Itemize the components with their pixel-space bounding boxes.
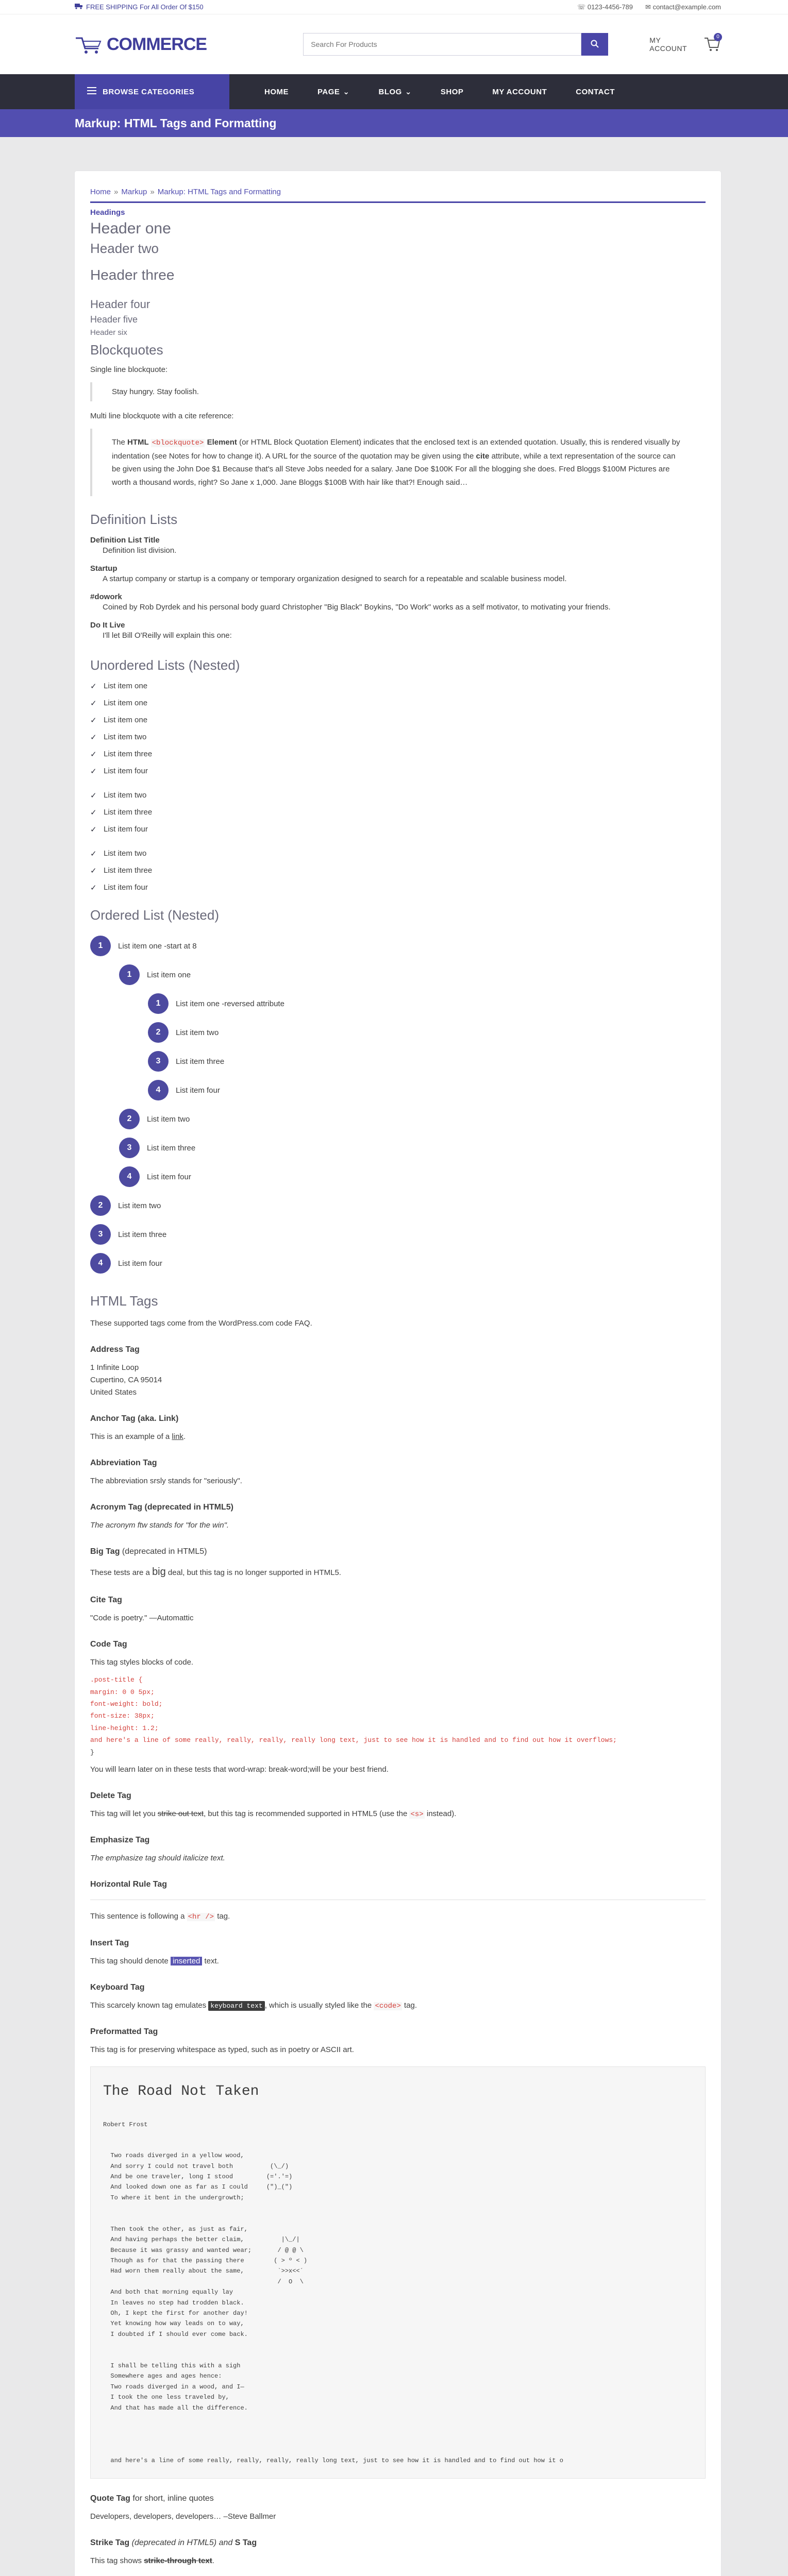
anchor-paragraph: This is an example of a link. xyxy=(90,1432,186,1442)
list-item-label: List item three xyxy=(176,1057,225,1066)
ordered-list-item xyxy=(90,1162,706,1191)
main-nav xyxy=(0,74,788,109)
poem-body: Two roads diverged in a yellow wood, And sorry I could not travel both (\_/) And be one traveler, long I stood (='.'=) And looked down one as far as I could (")_(") To where it bent in the undergrowth; Then took the other, as just as fair, And having perhaps the better claim, |\_/| Because it was grassy and wanted wear; / @ @ \ Though as for that the passing there ( > º < ) Had worn them really about the same, `>>x<<´ / O \ And both that morning equally lay In leaves no step had trodden black. Oh, I kept the first for another day! Yet knowing how way leads on to way, I doubted if I should ever come back. I shall be telling this with a sigh Somewhere ages and ages hence: Two roads diverged in a wood, and I— I took the one less traveled by, And that has made all the difference. and here's a line of some really, really, really, really long text, just to see how it is handled and to find out how it o xyxy=(110,2152,563,2464)
dl-desc: Definition list division. xyxy=(103,546,177,555)
strike-paragraph: This tag shows strike-through text. xyxy=(90,2556,214,2565)
ordered-list-item xyxy=(90,989,706,1018)
unordered-list xyxy=(90,849,706,892)
nav-blog-label: BLOG xyxy=(378,87,402,96)
phone-text: 0123-4456-789 xyxy=(587,3,633,11)
quote-heading: Quote Tag for short, inline quotes xyxy=(90,2494,214,2503)
email-contact[interactable] xyxy=(645,3,721,11)
breadcrumb-sep: » xyxy=(150,188,155,196)
blockquote-single xyxy=(90,382,706,401)
phone-contact[interactable] xyxy=(577,3,633,11)
divider xyxy=(90,201,706,203)
dl-desc: Coined by Rob Dyrdek and his personal body guard Christopher "Big Black" Boykins, "Do Work" works as a self motivator, to motivating your friends. xyxy=(103,603,611,612)
quote-paragraph: The HTML <blockquote> Element (or HTML Block Quotation Element) indicates that the enclosed text is an extended quotation. Usually, this is rendered visually by indentation (see Notes for how to change it). A URL for the source of the quotation may be given using the cite attribute, while a text representation of the source can be given using the John Doe $1 Because that's all Steve Jobs needed for a salary. Jane Doe $100K For all the blogging she does. Fred Bloggs $100M Pictures are worth a thousand words, right? So Jane x 1,000. Jane Bloggs $100B With hair like that?! Enough said… xyxy=(112,438,680,487)
ordered-list-item xyxy=(90,1220,706,1249)
email-text: contact@example.com xyxy=(652,3,721,11)
list-item: ✓ List item three xyxy=(90,808,706,817)
html-tags-section xyxy=(90,1317,706,2576)
dl-term: Do It Live xyxy=(90,621,125,630)
list-item-label: List item one -start at 8 xyxy=(118,941,197,951)
heading-two: Header two xyxy=(90,241,159,256)
dl-term: Definition List Title xyxy=(90,536,160,545)
delete-paragraph: This tag will let you strike out text, but this tag is recommended supported in HTML5 (use the <s> instead). xyxy=(90,1809,457,1819)
logo-icon xyxy=(75,34,102,55)
dl-term: Startup xyxy=(90,564,118,573)
list-number-badge: 2 xyxy=(90,1195,111,1216)
ordered-list-item xyxy=(90,931,706,960)
truck-icon xyxy=(75,3,83,11)
page-title: Markup: HTML Tags and Formatting xyxy=(75,116,277,130)
list-item-label: List item three xyxy=(147,1143,196,1153)
list-number-badge: 2 xyxy=(119,1109,140,1129)
heading-five: Header five xyxy=(90,314,138,325)
list-item-label: List item four xyxy=(118,1259,162,1268)
list-item-label: List item two xyxy=(147,1114,190,1124)
nav-page[interactable] xyxy=(303,87,364,96)
strike-heading: Strike Tag (deprecated in HTML5) and S Tag xyxy=(90,2538,257,2547)
ordered-list xyxy=(90,931,706,1278)
ordered-list-item xyxy=(90,1047,706,1076)
ordered-list-item xyxy=(90,1018,706,1047)
top-bar xyxy=(0,0,788,14)
search-icon xyxy=(591,40,599,49)
list-number-badge: 1 xyxy=(148,993,169,1014)
poem-title: The Road Not Taken xyxy=(103,2083,259,2100)
preformatted-block xyxy=(90,2066,706,2479)
content-card xyxy=(75,171,721,2576)
list-item: ✓ List item one xyxy=(90,682,706,690)
browse-categories-button[interactable] xyxy=(75,74,229,109)
nav-contact[interactable]: CONTACT xyxy=(576,87,615,96)
ordered-list-item xyxy=(90,1076,706,1105)
breadcrumb-sep: » xyxy=(114,188,119,196)
hr-heading: Horizontal Rule Tag xyxy=(90,1880,167,1889)
list-item: ✓ List item four xyxy=(90,825,706,834)
abbreviation-heading: Abbreviation Tag xyxy=(90,1459,157,1468)
list-item: ✓ List item four xyxy=(90,767,706,775)
ordered-list-item xyxy=(90,1133,706,1162)
ordered-list-item xyxy=(90,960,706,989)
code-block: .post-title { margin: 0 0 5px; font-weight: bold; font-size: 38px; line-height: 1.2; and here's a line of some really, really, really, really long text, just to see how it is handled and to find out how it overflows; } xyxy=(90,1676,617,1756)
list-item-label: List item four xyxy=(147,1172,191,1181)
list-item: ✓ List item two xyxy=(90,791,706,800)
site-logo[interactable] xyxy=(75,34,227,55)
preformatted-heading: Preformatted Tag xyxy=(90,2027,158,2037)
list-item: ✓ List item three xyxy=(90,750,706,758)
html-tags-intro: These supported tags come from the WordPress.com code FAQ. xyxy=(90,1319,312,1328)
ordered-list-item xyxy=(90,1249,706,1278)
list-number-badge: 4 xyxy=(119,1166,140,1187)
dl-desc: A startup company or startup is a company or temporary organization designed to search for a repeatable and scalable business model. xyxy=(103,574,567,584)
list-item-label: List item three xyxy=(118,1230,167,1239)
page-title-band xyxy=(0,109,788,137)
acronym-heading: Acronym Tag (deprecated in HTML5) xyxy=(90,1503,233,1512)
phone-icon: ☏ xyxy=(577,3,586,11)
code-heading: Code Tag xyxy=(90,1640,127,1649)
list-number-badge: 3 xyxy=(90,1224,111,1245)
example-link[interactable]: link xyxy=(172,1432,183,1442)
breadcrumb-markup[interactable]: Markup xyxy=(121,188,147,196)
search-input[interactable] xyxy=(303,33,581,56)
unordered-list xyxy=(90,791,706,834)
list-number-badge: 2 xyxy=(148,1022,169,1043)
definition-list xyxy=(90,536,706,642)
heading-six: Header six xyxy=(90,328,127,337)
blockquote-multi xyxy=(90,429,706,496)
code-intro: This tag styles blocks of code. xyxy=(90,1658,194,1667)
multi-line-label: Multi line blockquote with a cite reference: xyxy=(90,412,234,420)
nav-home[interactable]: HOME xyxy=(264,87,289,96)
dl-term: #dowork xyxy=(90,592,122,602)
list-item-label: List item two xyxy=(118,1201,161,1210)
heading-three: Header three xyxy=(90,267,175,283)
chevron-down-icon: ⌄ xyxy=(405,88,412,96)
hr-paragraph: This sentence is following a <hr /> tag. xyxy=(90,1912,230,1922)
nav-shop[interactable]: SHOP xyxy=(440,87,464,96)
anchor-heading: Anchor Tag (aka. Link) xyxy=(90,1414,179,1423)
breadcrumb xyxy=(90,181,706,200)
unordered-lists-heading: Unordered Lists (Nested) xyxy=(90,657,240,673)
nav-blog[interactable] xyxy=(364,87,426,96)
preformatted-intro: This tag is for preserving whitespace as typed, such as in poetry or ASCII art. xyxy=(90,2045,354,2055)
keyboard-heading: Keyboard Tag xyxy=(90,1982,145,1992)
emphasize-paragraph: The emphasize tag should italicize text. xyxy=(90,1854,225,1863)
single-line-label: Single line blockquote: xyxy=(90,365,168,374)
cart-button[interactable] xyxy=(702,34,721,55)
shipping-text: FREE SHIPPING For All Order Of $150 xyxy=(86,3,204,11)
abbreviation-paragraph: The abbreviation srsly stands for "seriously". xyxy=(90,1477,242,1486)
cart-count-badge: 0 xyxy=(714,33,722,41)
mail-icon: ✉ xyxy=(645,3,651,11)
blockquote-code: <blockquote> xyxy=(152,439,204,447)
cite-heading: Cite Tag xyxy=(90,1596,122,1605)
list-number-badge: 4 xyxy=(148,1080,169,1100)
menu-icon xyxy=(87,87,96,96)
cite-paragraph: "Code is poetry." —Automattic xyxy=(90,1614,194,1623)
list-number-badge: 3 xyxy=(148,1051,169,1072)
insert-heading: Insert Tag xyxy=(90,1938,129,1947)
list-number-badge: 3 xyxy=(119,1138,140,1158)
nav-my-account[interactable]: MY ACCOUNT xyxy=(492,87,547,96)
quote-paragraph: Developers, developers, developers… –Steve Ballmer xyxy=(90,2512,276,2521)
list-item: ✓ List item four xyxy=(90,883,706,892)
delete-heading: Delete Tag xyxy=(90,1791,131,1801)
list-item: ✓ List item two xyxy=(90,849,706,858)
nav-page-label: PAGE xyxy=(317,87,340,96)
list-item-label: List item one -reversed attribute xyxy=(176,999,284,1008)
my-account-link[interactable]: MY ACCOUNT xyxy=(649,36,688,53)
heading-one: Header one xyxy=(90,220,171,237)
address-block: 1 Infinite Loop Cupertino, CA 95014 United States xyxy=(90,1363,162,1397)
site-header xyxy=(0,14,788,74)
search-button[interactable] xyxy=(581,33,608,56)
big-paragraph: These tests are a big deal, but this tag is no longer supported in HTML5. xyxy=(90,1566,341,1578)
keyboard-paragraph: This scarcely known tag emulates keyboard text , which is usually styled like the <code> tag. xyxy=(90,2001,417,2010)
unordered-list xyxy=(90,682,706,775)
search-bar xyxy=(303,33,608,56)
browse-label: BROWSE CATEGORIES xyxy=(103,87,195,96)
breadcrumb-home[interactable]: Home xyxy=(90,188,111,196)
list-item-label: List item one xyxy=(147,970,191,979)
list-item: ✓ List item one xyxy=(90,716,706,724)
html-tags-heading: HTML Tags xyxy=(90,1293,158,1309)
list-item: ✓ List item one xyxy=(90,699,706,707)
code-outro: You will learn later on in these tests that word-wrap: break-word;will be your best friend. xyxy=(90,1765,389,1774)
ordered-list-item xyxy=(90,1191,706,1220)
ordered-list-item xyxy=(90,1105,706,1133)
shipping-notice xyxy=(75,3,204,11)
poem-author: Robert Frost xyxy=(103,2121,148,2128)
heading-four: Header four xyxy=(90,298,150,311)
ordered-list-heading: Ordered List (Nested) xyxy=(90,907,219,923)
logo-text: COMMERCE xyxy=(107,34,207,54)
list-item: ✓ List item two xyxy=(90,733,706,741)
list-item: ✓ List item three xyxy=(90,866,706,875)
list-number-badge: 1 xyxy=(119,964,140,985)
acronym-paragraph: The acronym ftw stands for "for the win". xyxy=(90,1521,229,1530)
post-content xyxy=(90,181,706,2576)
list-number-badge: 1 xyxy=(90,936,111,956)
chevron-down-icon: ⌄ xyxy=(343,88,350,96)
list-item-label: List item four xyxy=(176,1086,220,1095)
quote-text: Stay hungry. Stay foolish. xyxy=(112,387,199,396)
blockquotes-heading: Blockquotes xyxy=(90,342,163,358)
list-number-badge: 4 xyxy=(90,1253,111,1274)
address-heading: Address Tag xyxy=(90,1345,140,1354)
emphasize-heading: Emphasize Tag xyxy=(90,1836,150,1845)
cart-icon xyxy=(702,46,721,55)
breadcrumb-current: Markup: HTML Tags and Formatting xyxy=(157,188,281,196)
list-item-label: List item two xyxy=(176,1028,219,1037)
category-title: Headings xyxy=(90,208,125,217)
big-heading: Big Tag (deprecated in HTML5) xyxy=(90,1547,207,1556)
insert-paragraph: This tag should denote inserted text. xyxy=(90,1956,219,1965)
definition-lists-heading: Definition Lists xyxy=(90,512,178,528)
dl-desc: I'll let Bill O'Reilly will explain this one: xyxy=(103,631,232,640)
